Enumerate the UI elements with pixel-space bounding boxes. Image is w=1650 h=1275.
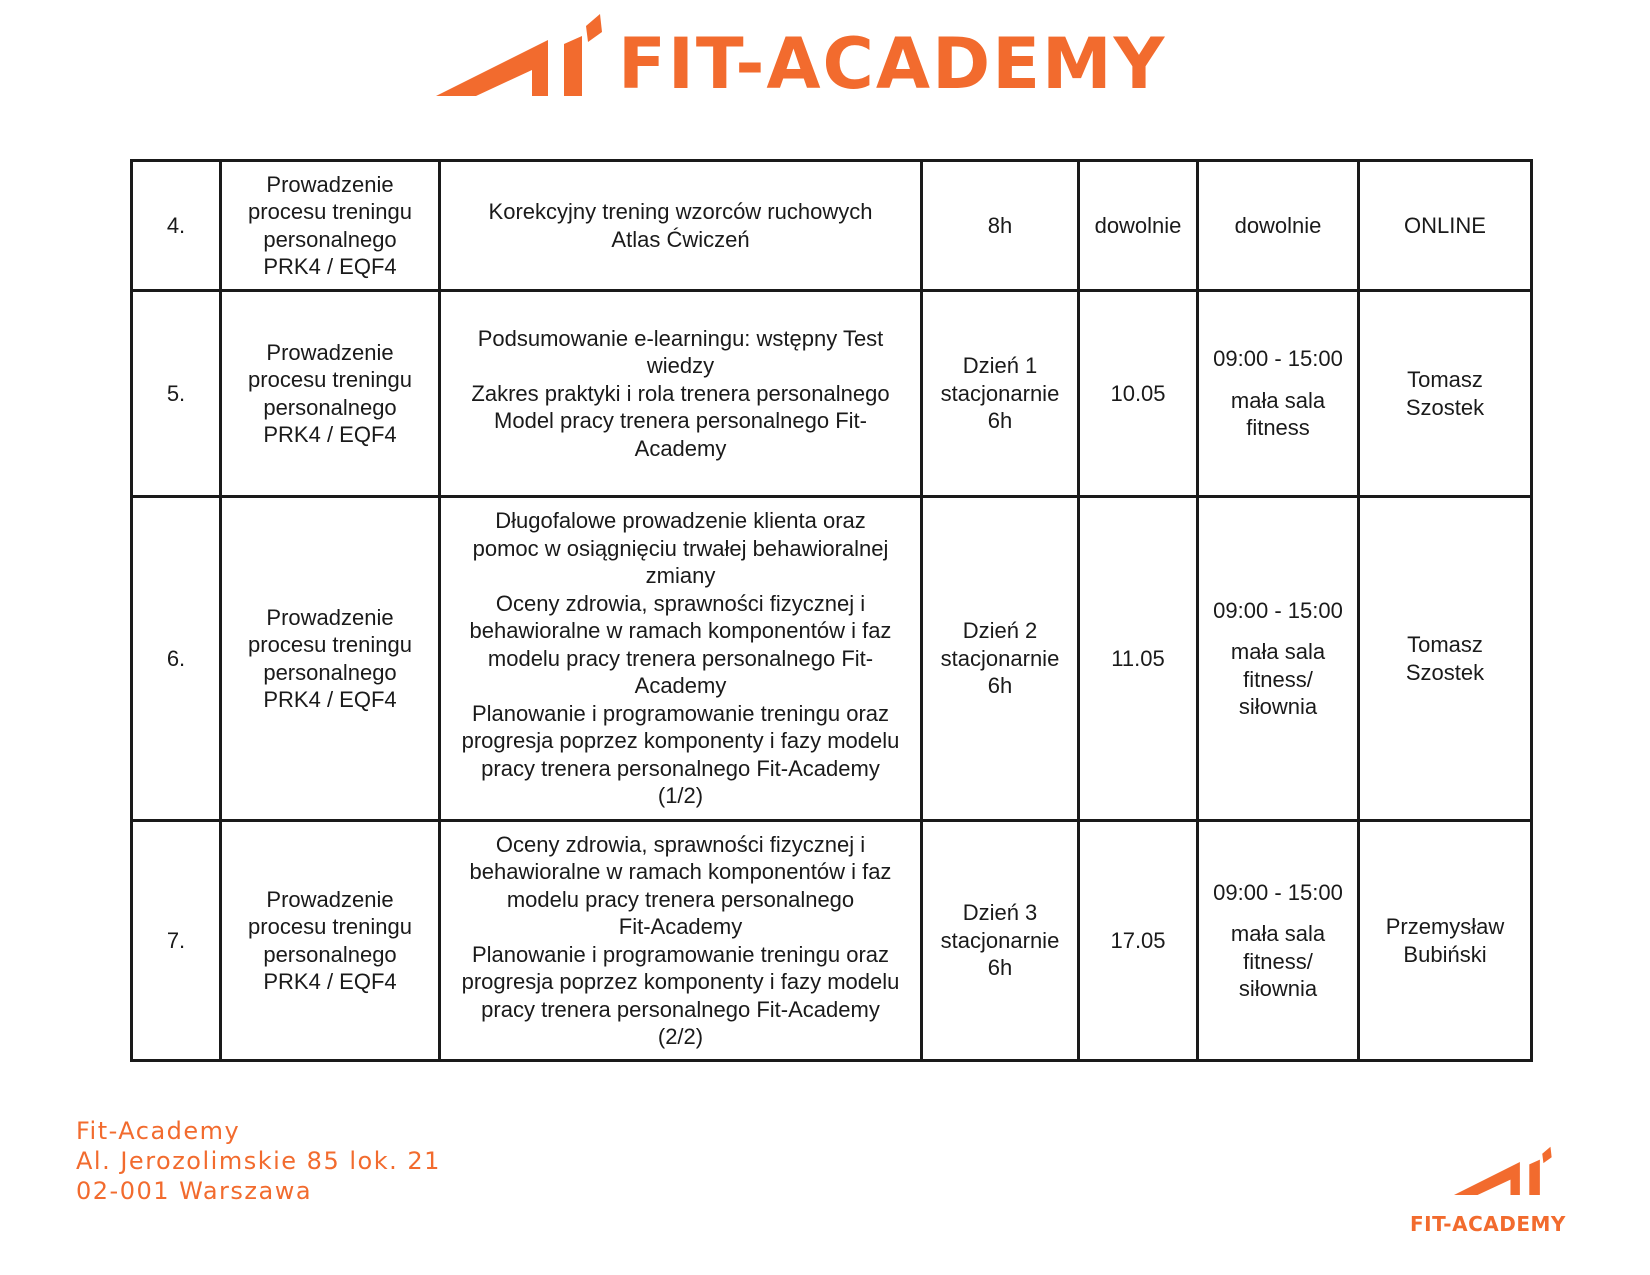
cell-time-room <box>1198 497 1359 821</box>
cell-topics <box>440 821 922 1061</box>
cell-time-room <box>1198 821 1359 1061</box>
time-text: dowolnie <box>1234 212 1322 238</box>
trainer-text: Bubiński <box>1403 941 1487 967</box>
duration-text: stacjonarnie <box>940 927 1060 953</box>
topics-text: progresja poprzez komponenty i fazy modelu <box>461 728 900 754</box>
cell-module <box>221 497 440 821</box>
room-text: mała sala <box>1230 387 1326 413</box>
module-text: personalnego <box>263 226 397 252</box>
brand-name: FIT-ACADEMY <box>618 23 1167 105</box>
topics-text: Oceny zdrowia, sprawności fizycznej i <box>495 590 866 616</box>
logo-mark-icon <box>436 12 606 102</box>
topics-text: behawioralne w ramach komponentów i faz <box>469 618 892 644</box>
duration-text: 8h <box>987 212 1013 238</box>
module-text: Prowadzenie <box>266 171 394 197</box>
room-text: fitness <box>1246 415 1310 441</box>
module-text: procesu treningu <box>248 367 412 392</box>
topics-text: Korekcyjny trening wzorców ruchowych <box>488 199 873 224</box>
cell-time-room <box>1198 291 1359 497</box>
module-text: Prowadzenie <box>266 339 394 365</box>
cell-time-room <box>1198 161 1359 291</box>
schedule-row <box>132 161 1532 291</box>
topics-text: (1/2) <box>657 783 704 809</box>
number-text: 5. <box>166 380 186 406</box>
topics-text: (2/2) <box>657 1024 704 1049</box>
cell-topics <box>440 497 922 821</box>
duration-text: stacjonarnie <box>940 380 1060 406</box>
topics-text: behawioralne w ramach komponentów i faz <box>469 859 892 884</box>
topics-text: modelu pracy trenera personalnego <box>506 886 855 912</box>
logo-mark-icon <box>1454 1140 1554 1204</box>
date-text: 17.05 <box>1110 927 1166 953</box>
footer-address <box>76 1116 441 1206</box>
cell-module <box>221 291 440 497</box>
cell-module <box>221 161 440 291</box>
topics-text: zmiany <box>645 563 716 589</box>
duration-text: 6h <box>987 408 1013 434</box>
topics-text: pracy trenera personalnego Fit-Academy <box>481 996 880 1022</box>
header-logo <box>436 12 1216 105</box>
topics-text: Długofalowe prowadzenie klienta oraz <box>495 508 866 534</box>
time-text: 09:00 - 15:00 <box>1213 879 1343 905</box>
room-text: siłownia <box>1238 694 1318 719</box>
module-text: Prowadzenie <box>266 604 394 630</box>
room-text: mała sala <box>1230 921 1326 946</box>
cell-date <box>1079 161 1198 291</box>
topics-text: pracy trenera personalnego Fit-Academy <box>481 755 880 781</box>
schedule-row <box>132 497 1532 821</box>
cell-trainer <box>1359 161 1532 291</box>
trainer-text: Tomasz <box>1407 367 1483 392</box>
number-text: 4. <box>166 212 186 238</box>
date-text: 11.05 <box>1111 645 1165 671</box>
cell-duration <box>922 291 1079 497</box>
module-text: PRK4 / EQF4 <box>263 969 397 994</box>
cell-duration <box>922 497 1079 821</box>
module-text: Prowadzenie <box>266 886 394 912</box>
date-text: 10.05 <box>1110 380 1166 406</box>
duration-text: Dzień 1 <box>962 353 1038 379</box>
topics-text: wiedzy <box>646 353 715 379</box>
module-text: PRK4 / EQF4 <box>263 422 397 447</box>
cell-number <box>132 161 221 291</box>
cell-module <box>221 821 440 1061</box>
duration-text: 6h <box>987 673 1013 699</box>
duration-text: Dzień 3 <box>962 900 1038 926</box>
schedule-row <box>132 291 1532 497</box>
topics-text: Zakres praktyki i rola trenera personalnego <box>471 380 890 406</box>
module-text: PRK4 / EQF4 <box>263 687 397 712</box>
cell-number <box>132 497 221 821</box>
room-text: fitness/ <box>1243 948 1313 974</box>
address-city: 02-001 Warszawa <box>76 1177 313 1205</box>
address-street: Al. Jerozolimskie 85 lok. 21 <box>76 1147 441 1175</box>
cell-trainer <box>1359 821 1532 1061</box>
topics-text: Atlas Ćwiczeń <box>611 226 750 252</box>
topics-text: Academy <box>634 673 727 699</box>
schedule-row <box>132 821 1532 1061</box>
cell-date <box>1079 497 1198 821</box>
topics-text: pomoc w osiągnięciu trwałej behawioralnej <box>472 535 889 561</box>
topics-text: Fit-Academy <box>618 914 743 939</box>
topics-text: modelu pracy trenera personalnego Fit- <box>487 645 874 671</box>
module-text: personalnego <box>263 941 397 967</box>
cell-topics <box>440 291 922 497</box>
footer-brand-name: FIT-ACADEMY <box>1410 1212 1566 1236</box>
topics-text: Planowanie i programowanie treningu oraz <box>471 941 890 967</box>
module-text: personalnego <box>263 659 397 685</box>
topics-text: Oceny zdrowia, sprawności fizycznej i <box>495 831 866 857</box>
module-text: procesu treningu <box>248 914 412 939</box>
schedule-table <box>130 159 1533 1062</box>
trainer-text: Przemysław <box>1385 914 1505 939</box>
cell-duration <box>922 821 1079 1061</box>
cell-number <box>132 291 221 497</box>
module-text: PRK4 / EQF4 <box>263 254 397 279</box>
cell-date <box>1079 291 1198 497</box>
room-text: mała sala <box>1230 639 1326 664</box>
number-text: 6. <box>166 645 186 671</box>
duration-text: Dzień 2 <box>962 618 1038 644</box>
time-text: 09:00 - 15:00 <box>1213 346 1343 372</box>
cell-trainer <box>1359 497 1532 821</box>
topics-text: Podsumowanie e-learningu: wstępny Test <box>477 325 884 351</box>
time-text: 09:00 - 15:00 <box>1213 597 1343 623</box>
trainer-text: Tomasz <box>1407 632 1483 657</box>
module-text: procesu treningu <box>248 632 412 657</box>
cell-date <box>1079 821 1198 1061</box>
topics-text: Academy <box>634 435 727 461</box>
module-text: procesu treningu <box>248 199 412 224</box>
address-name: Fit-Academy <box>76 1117 241 1145</box>
trainer-text: Szostek <box>1405 659 1485 685</box>
footer-logo <box>1410 1140 1610 1250</box>
date-text: dowolnie <box>1094 212 1182 238</box>
module-text: personalnego <box>263 394 397 420</box>
number-text: 7. <box>166 927 186 953</box>
topics-text: progresja poprzez komponenty i fazy modelu <box>461 969 900 994</box>
cell-duration <box>922 161 1079 291</box>
topics-text: Model pracy trenera personalnego Fit- <box>494 408 867 434</box>
duration-text: stacjonarnie <box>940 645 1060 671</box>
room-text: siłownia <box>1238 976 1318 1001</box>
topics-text: Planowanie i programowanie treningu oraz <box>471 700 890 726</box>
cell-number <box>132 821 221 1061</box>
cell-trainer <box>1359 291 1532 497</box>
trainer-text: ONLINE <box>1404 212 1486 238</box>
room-text: fitness/ <box>1243 666 1313 692</box>
cell-topics <box>440 161 922 291</box>
trainer-text: Szostek <box>1405 394 1485 420</box>
duration-text: 6h <box>987 955 1013 981</box>
